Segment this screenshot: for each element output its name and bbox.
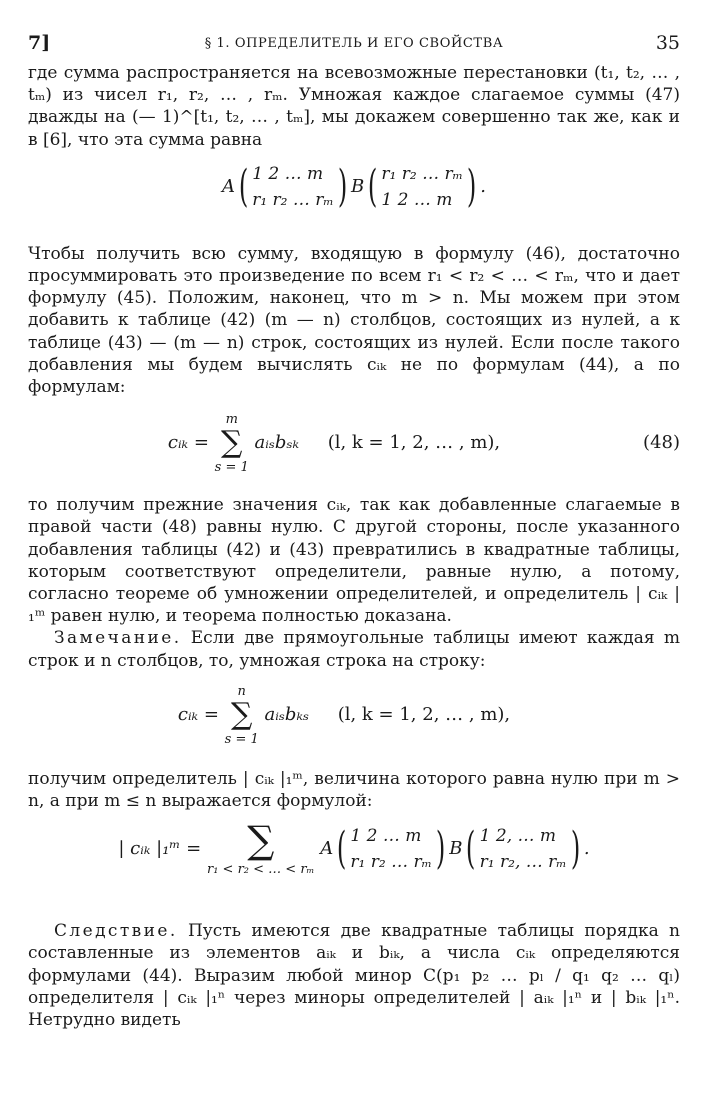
formula-determinant-sum: | cᵢₖ |₁ᵐ = ∑ r₁ < r₂ < … < rₘ A( 1 2 … m r₁ r₂ … rₘ) B( 1 2, … m r₁ r₂, … rₘ) . xyxy=(118,818,590,878)
page-number: 35 xyxy=(655,32,680,54)
book-page xyxy=(28,32,680,1031)
formula-row-condition: (l, k = 1, 2, … , m), xyxy=(337,703,511,725)
paragraph-3: то получим прежние значения cᵢₖ, так как добавленные слагаемые в правой части (48) равны нулю. С другой стороны, после указанного добавления таблицы (42) и (43) превратились в квадратные таблицы, которым соответствуют определители, равные нулю, а потому, согласно теореме об умножении определителей, и определитель | cᵢₖ |₁ᵐ равен нулю, и теорема полностью доказана. xyxy=(28,495,680,627)
determinant-lhs: | cᵢₖ |₁ᵐ = xyxy=(118,838,202,860)
corollary-paragraph: Следствие. Пусть имеются две квадратные таблицы порядка n составленные из элементов aᵢₖ и bᵢₖ, а числа cᵢₖ определяются формулами (44). Выразим любой минор C(p₁ p₂ … pₗ / q₁ q₂ … qₗ) определителя | cᵢₖ |₁ⁿ через миноры определителей | aᵢₖ |₁ⁿ и | bᵢₖ |₁ⁿ. Нетрудно видеть xyxy=(28,921,680,1031)
equation-number-48: (48) xyxy=(643,432,680,454)
matrix-a-indices: 1 2 … m r₁ r₂ … rₘ xyxy=(252,163,334,210)
sum-operator: m ∑ s = 1 xyxy=(214,412,249,476)
matrix-label-a: A xyxy=(222,175,236,197)
formula-48-condition: (l, k = 1, 2, … , m), xyxy=(327,432,501,454)
running-header xyxy=(28,32,680,62)
formula-48-lhs: cᵢₖ = xyxy=(167,432,209,454)
paragraph-5: получим определитель | cᵢₖ |₁ᵐ, величина которого равна нулю при m > n, а при m ≤ n выражается формулой: xyxy=(28,768,680,812)
formula-48-body: aᵢₛbₛₖ xyxy=(254,432,300,454)
formula-row-lhs: cᵢₖ = xyxy=(177,703,219,725)
corollary-label: Следствие. xyxy=(54,921,178,942)
paragraph-2: Чтобы получить всю сумму, входящую в формулу (46), достаточно просуммировать это произведение по всем r₁ < r₂ < … < rₘ, что и дает формулу (45). Положим, наконец, что m > n. Мы можем при этом добавить к таблице (42) (m — n) столбцов, состоящих из нулей, а к таблице (43) — (m — n) строк, состоящих из нулей. Если после такого добавления мы будем вычислять cᵢₖ не по формулам (44), а по формулам: xyxy=(28,243,680,398)
paragraph-1: где сумма распространяется на всевозможные перестановки (t₁, t₂, … , tₘ) из чисел r₁, r₂, … , rₘ. Умножая каждое слагаемое суммы (47) дважды на (— 1)^[t₁, t₂, … , tₘ], мы докажем совершенно так же, как и в [6], что эта сумма равна xyxy=(28,63,680,150)
remark-label: Замечание. xyxy=(54,628,182,649)
section-title: § 1. ОПРЕДЕЛИТЕЛЬ И ЕГО СВОЙСТВА xyxy=(204,36,504,51)
matrix-b-minor: 1 2, … m r₁ r₂, … rₘ xyxy=(479,826,567,873)
formula-product-minors: A( 1 2 … m r₁ r₂ … rₘ) B( r₁ r₂ … rₘ 1 2 … m ) . xyxy=(222,160,486,212)
formula-row-by-row xyxy=(28,682,680,760)
matrix-label-b: B xyxy=(351,175,365,197)
formula-row-body: aᵢₛbₖₛ xyxy=(264,703,310,725)
sum-operator-3: ∑ r₁ < r₂ < … < rₘ xyxy=(207,818,315,878)
matrix-a-minor: 1 2 … m r₁ r₂ … rₘ xyxy=(350,826,433,873)
formula-48 xyxy=(28,410,680,482)
remark-paragraph: Замечание. Если две прямоугольные таблицы имеют каждая m строк и n столбцов, то, умножая строка на строку: xyxy=(28,628,680,671)
chapter-number: 7] xyxy=(28,32,51,54)
sum-operator-2: n ∑ s = 1 xyxy=(224,683,259,747)
matrix-b-indices: r₁ r₂ … rₘ 1 2 … m xyxy=(381,163,464,210)
